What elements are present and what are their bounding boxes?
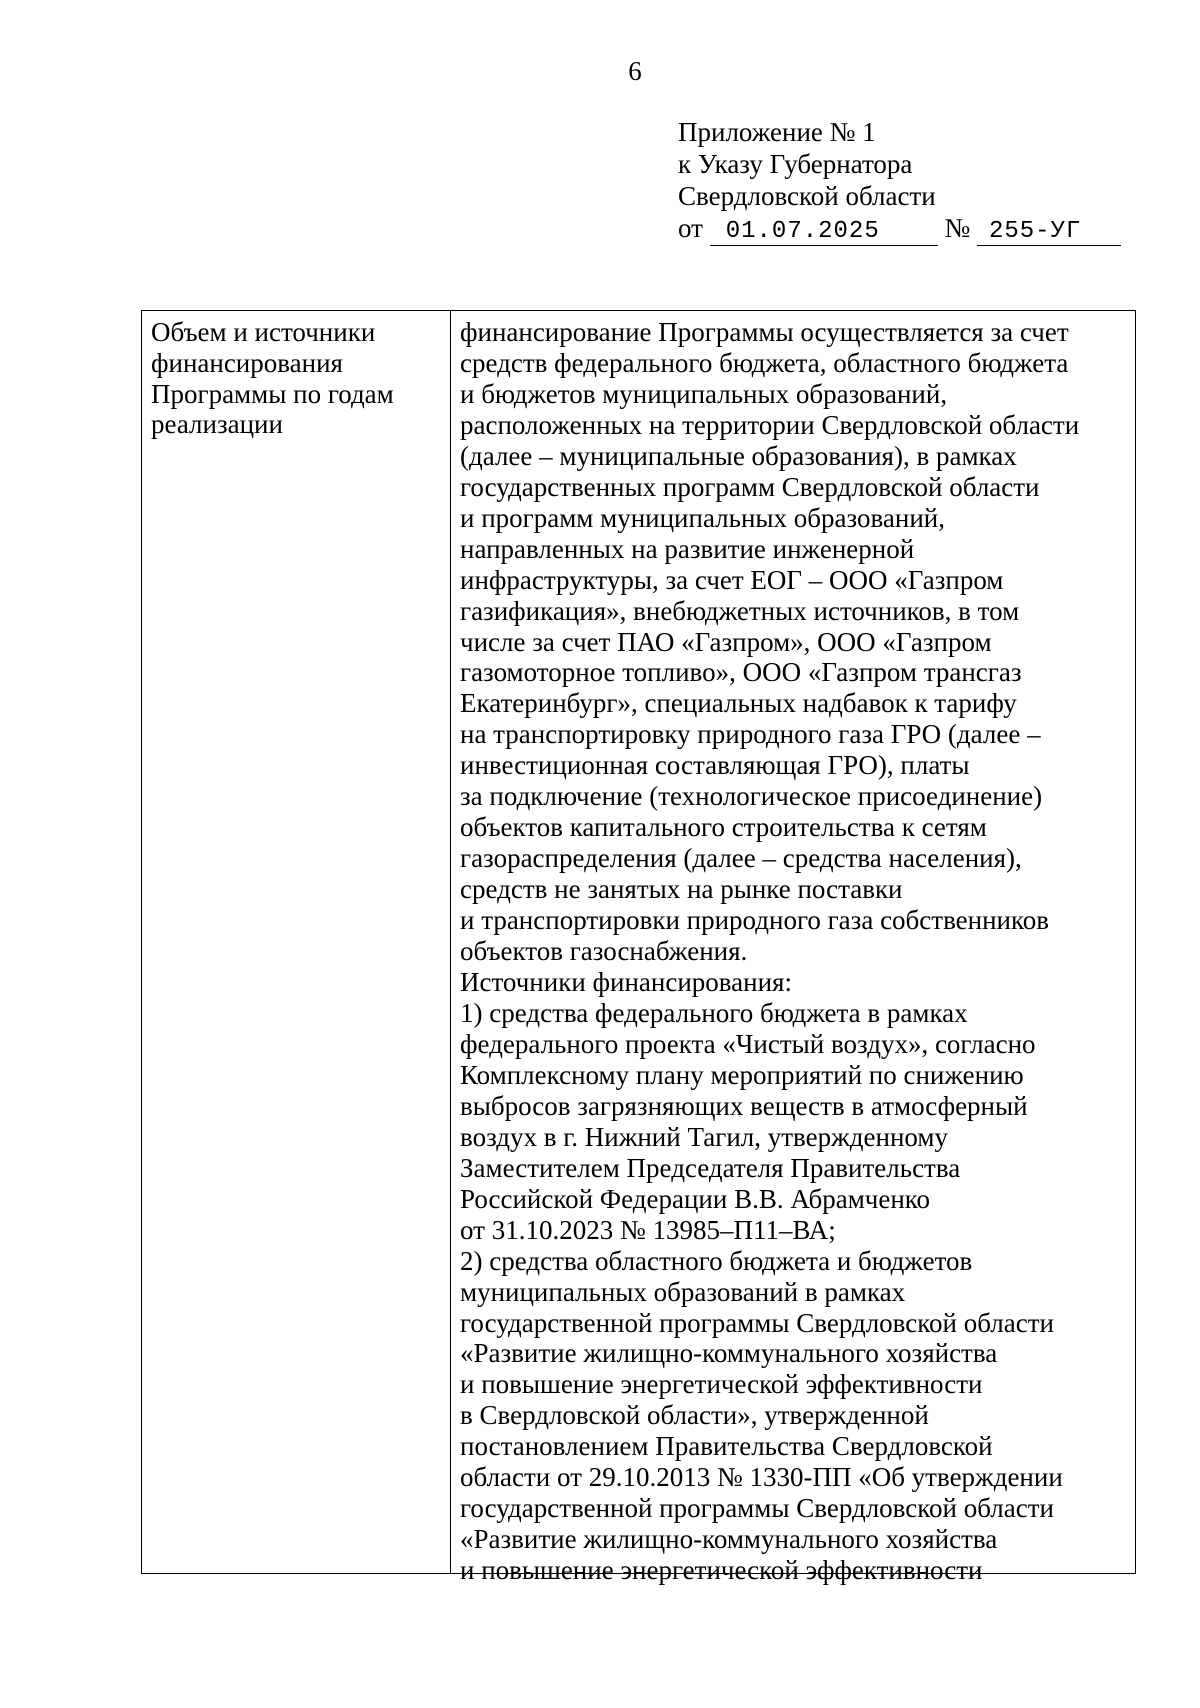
table-cell-label bbox=[142, 311, 451, 1573]
content-text-line: муниципальных образований в рамках bbox=[460, 1276, 906, 1307]
decree-number: 255-УГ bbox=[977, 219, 1121, 246]
content-text-line: газораспределения (далее – средства населения), bbox=[460, 843, 1022, 874]
content-text-line: объектов капитального строительства к сетям bbox=[460, 812, 987, 843]
content-text-line: и повышение энергетической эффективности bbox=[460, 1555, 983, 1586]
content-text-line: выбросов загрязняющих веществ в атмосферный bbox=[460, 1090, 1028, 1121]
content-text-line: (далее – муниципальные образования), в рамках bbox=[460, 440, 1017, 471]
content-text-line: «Развитие жилищно-коммунального хозяйства bbox=[460, 1524, 998, 1555]
content-text-line: «Развитие жилищно-коммунального хозяйства bbox=[460, 1338, 998, 1369]
content-text-line: расположенных на территории Свердловской области bbox=[460, 409, 1080, 440]
content-text-line: 2) средства областного бюджета и бюджетов bbox=[460, 1245, 973, 1276]
content-text-line: государственной программы Свердловской области bbox=[460, 1307, 1054, 1338]
content-text-line: инфраструктуры, за счет ЕОГ – ООО «Газпром bbox=[460, 564, 1004, 595]
content-text-line: Заместителем Председателя Правительства bbox=[460, 1152, 961, 1183]
appendix-header bbox=[678, 116, 1121, 246]
content-text-line: 1) средства федерального бюджета в рамках bbox=[460, 997, 968, 1028]
content-text-line: направленных на развитие инженерной bbox=[460, 533, 915, 564]
content-text-line: и программ муниципальных образований, bbox=[460, 502, 946, 533]
content-text-line: федерального проекта «Чистый воздух», согласно bbox=[460, 1028, 1036, 1059]
label-text-line: финансирования bbox=[151, 347, 343, 378]
appendix-decree-line: к Указу Губернатора bbox=[678, 149, 913, 179]
content-text-line: и бюджетов муниципальных образований, bbox=[460, 378, 948, 409]
appendix-region-line: Свердловской области bbox=[678, 181, 936, 211]
content-text-line: средств федерального бюджета, областного бюджета bbox=[460, 347, 1069, 378]
label-text-line: Объем и источники bbox=[151, 317, 376, 347]
content-text-line: от 31.10.2023 № 13985–П11–ВА; bbox=[460, 1214, 836, 1245]
content-text-line: и повышение энергетической эффективности bbox=[460, 1369, 983, 1400]
content-text-line: постановлением Правительства Свердловской bbox=[460, 1431, 993, 1462]
appendix-date-number-line bbox=[678, 212, 1121, 246]
content-text-line: области от 29.10.2013 № 1330-ПП «Об утверждении bbox=[460, 1462, 1063, 1493]
content-text-line: инвестиционная составляющая ГРО), платы bbox=[460, 750, 970, 781]
content-text-line: государственных программ Свердловской области bbox=[460, 471, 1040, 502]
content-text-line: за подключение (технологическое присоединение) bbox=[460, 781, 1043, 812]
page-number: 6 bbox=[628, 56, 642, 86]
content-text-line: в Свердловской области», утвержденной bbox=[460, 1400, 929, 1431]
content-text-line: Екатеринбург», специальных надбавок к тарифу bbox=[460, 688, 1017, 719]
label-text-line: Программы по годам bbox=[151, 378, 394, 409]
content-text-line: объектов газоснабжения. bbox=[460, 936, 748, 967]
content-text-line: Источники финансирования: bbox=[460, 967, 792, 998]
content-text-line: газомоторное топливо», ООО «Газпром трансгаз bbox=[460, 657, 1022, 688]
content-text-line: на транспортировку природного газа ГРО (далее – bbox=[460, 719, 1041, 750]
program-passport-table bbox=[141, 310, 1136, 1586]
content-text-line: средств не занятых на рынке поставки bbox=[460, 874, 903, 905]
table-cell-content bbox=[451, 311, 1135, 1586]
content-text-line: газификация», внебюджетных источников, в том bbox=[460, 595, 1020, 626]
label-text-line: реализации bbox=[151, 409, 283, 440]
content-text-line: Комплексному плану мероприятий по снижению bbox=[460, 1059, 1024, 1090]
content-text-line: финансирование Программы осуществляется за счет bbox=[460, 317, 1069, 347]
content-text-line: Российской Федерации В.В. Абрамченко bbox=[460, 1183, 931, 1214]
content-text-line: числе за счет ПАО «Газпром», ООО «Газпром bbox=[460, 626, 992, 657]
number-prefix: № bbox=[944, 213, 971, 243]
content-text-line: воздух в г. Нижний Тагил, утвержденному bbox=[460, 1121, 948, 1152]
appendix-title: Приложение № 1 bbox=[678, 117, 876, 147]
content-text-line: и транспортировки природного газа собственников bbox=[460, 905, 1049, 936]
date-prefix: от bbox=[678, 213, 703, 243]
decree-date: 01.07.2025 bbox=[710, 219, 938, 246]
content-text-line: государственной программы Свердловской области bbox=[460, 1493, 1054, 1524]
